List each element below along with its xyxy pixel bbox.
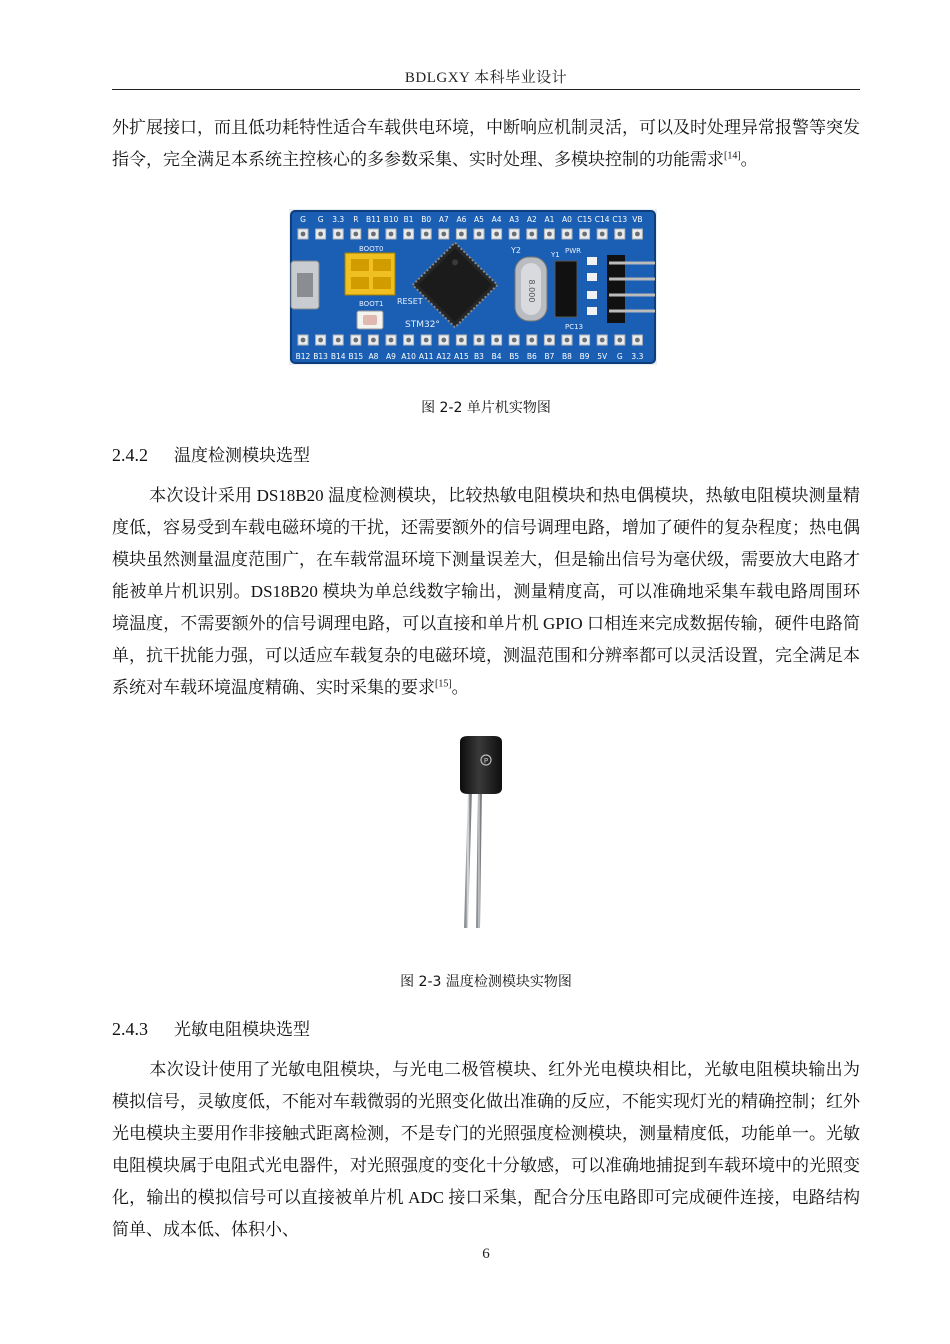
pin-hole-center [389, 338, 394, 343]
crystal-label: 8.000 [527, 279, 536, 303]
pin-label: 3.3 [332, 215, 345, 224]
pin-label: 3.3 [631, 352, 644, 361]
temperature-sensor-photo [452, 734, 508, 932]
pin-hole-center [529, 232, 534, 237]
pin-label: B1 [403, 215, 414, 224]
citation-14: [14] [724, 150, 741, 162]
paragraph-end: 。 [451, 678, 469, 697]
pin-label: R [353, 215, 359, 224]
pin-hole-center [406, 338, 411, 343]
pin-label: C13 [612, 215, 628, 224]
pin-hole-center [512, 232, 517, 237]
sensor-mark: P [483, 757, 489, 765]
pin-label: A3 [509, 215, 520, 224]
pin-label: C15 [577, 215, 592, 224]
citation-15: [15] [435, 678, 452, 690]
pin-hole-center [459, 338, 464, 343]
sensor-body [460, 736, 502, 794]
pin-label: A2 [526, 215, 537, 224]
pin-hole-center [301, 338, 306, 343]
mcu-board-photo [289, 209, 657, 365]
pin-label: G [317, 215, 324, 224]
pin-label: B8 [562, 352, 572, 361]
pin-hole-center [424, 232, 429, 237]
pin-label: B5 [509, 352, 520, 361]
pin-label: A15 [454, 352, 469, 361]
pin-label: G [616, 352, 623, 361]
pin-hole-center [565, 232, 570, 237]
section-title: 光敏电阻模块选型 [174, 1020, 310, 1040]
pin-label: A11 [418, 352, 434, 361]
pin-hole-center [441, 232, 446, 237]
pin-label: B7 [544, 352, 555, 361]
pin-label: B6 [526, 352, 537, 361]
paragraph-text: 本次设计使用了光敏电阻模块，与光电二极管模块、红外光电模块相比，光敏电阻模块输出为模拟信号，灵敏度低，不能对车载微弱的光照变化做出准确的反应，不能实现灯光的精确控制；红外光电模块主要用作非接触式距离检测，不是专门的光照强度检测模块，测量精度低，功能单一。光敏电阻模块属于电阻式光电器件，对光照强度的变化十分敏感，可以准确地捕捉到车载环境中的光照变化，输出的模拟信号可以直接被单片机 ADC 接口采集，配合分压电路即可完成硬件连接，电路结构简单、成本低、体积小、 [112, 1060, 860, 1239]
pin-hole-center [494, 232, 499, 237]
pin-label: A6 [456, 215, 467, 224]
boot0-label: BOOT0 [359, 245, 384, 253]
pin-label: A7 [438, 215, 449, 224]
paragraph-text: 外扩展接口，而且低功耗特性适合车载供电环境，中断响应机制灵活，可以及时处理异常报警等突发指令，完全满足本系统主控核心的多参数采集、实时处理、多模块控制的功能需求 [112, 118, 860, 169]
pin-label: A0 [562, 215, 572, 224]
ds18b20-illustration [452, 734, 508, 932]
pin-hole-center [336, 232, 341, 237]
pc13-label: PC13 [565, 323, 584, 331]
pin-hole-center [371, 232, 376, 237]
paragraph-text: 本次设计采用 DS18B20 温度检测模块，比较热敏电阻模块和热电偶模块，热敏电阻模块测量精度低，容易受到车载电磁环境的干扰，还需要额外的信号调理电路，增加了硬件的复杂程度；热电偶模块虽然测量温度范围广，在车载常温环境下测量误差大，但是输出信号为毫伏级，需要放大电路才能被单片机识别。DS18B20 模块为单总线数字输出，测量精度高，可以准确地采集车载电路周围环境温度，不需要额外的信号调理电路，可以直接和单片机 GPIO 口相连来完成数据传输，硬件电路简单，抗干扰能力强，可以适应车载复杂的电磁环境，测温范围和分辨率都可以灵活设置，完全满足本系统对车载环境温度精确、实时采集的要求 [112, 486, 860, 697]
pin-hole-center [406, 232, 411, 237]
stm32-label: STM32° [405, 320, 440, 330]
section-number: 2.4.3 [112, 1019, 148, 1039]
pin-hole-center [441, 338, 446, 343]
pin-hole-center [635, 232, 640, 237]
pin-label: B15 [348, 352, 364, 361]
pin-hole-center [547, 338, 552, 343]
header-rule [112, 89, 860, 90]
pin-hole-center [336, 338, 341, 343]
pin-label: A1 [544, 215, 555, 224]
section-number: 2.4.2 [112, 445, 148, 465]
pin-label: B11 [366, 215, 381, 224]
reset-label: RESET [397, 297, 423, 306]
section-heading-2-4-2 [112, 441, 310, 466]
pin-hole-center [600, 338, 605, 343]
pin-label: B4 [491, 352, 502, 361]
pin-label: B0 [421, 215, 432, 224]
pin-label: A8 [368, 352, 379, 361]
small-crystal [555, 261, 577, 317]
pin-hole-center [424, 338, 429, 343]
pin-label: B10 [383, 215, 399, 224]
paragraph-mcu-end [112, 112, 860, 176]
pin-hole-center [617, 232, 622, 237]
pin-hole-center [301, 232, 306, 237]
pin-hole-center [600, 232, 605, 237]
pin-label: A4 [491, 215, 502, 224]
pin-hole-center [477, 338, 482, 343]
y1-label: Y1 [551, 251, 560, 259]
pin-label: A9 [386, 352, 396, 361]
section-heading-2-4-3 [112, 1015, 310, 1040]
pin-hole-center [371, 338, 376, 343]
pin-label: A12 [436, 352, 452, 361]
pin-hole-center [477, 232, 482, 237]
running-header: BDLGXY 本科毕业设计 [404, 70, 568, 86]
figure-caption-2-3: 图 2-3 温度检测模块实物图 [400, 974, 572, 990]
pin-label: VB [632, 215, 643, 224]
pin-label: B12 [295, 352, 311, 361]
pin-hole-center [582, 232, 587, 237]
mcu-board-illustration [289, 209, 657, 365]
pin-label: B13 [313, 352, 328, 361]
figure-caption-2-2: 图 2-2 单片机实物图 [421, 400, 551, 416]
paragraph-end: 。 [740, 150, 758, 169]
pin-hole-center [318, 232, 323, 237]
pin-hole-center [353, 338, 358, 343]
pin-hole-center [389, 232, 394, 237]
pin-label: A5 [474, 215, 484, 224]
paragraph-light-sensor [112, 1054, 860, 1246]
pin-hole-center [318, 338, 323, 343]
boot1-label: BOOT1 [359, 300, 384, 308]
section-title: 温度检测模块选型 [174, 446, 310, 466]
pin-hole-center [512, 338, 517, 343]
pin-hole-center [494, 338, 499, 343]
pin-label: A10 [401, 352, 416, 361]
pin-hole-center [635, 338, 640, 343]
pin-label: C14 [594, 215, 610, 224]
pin-label: B9 [579, 352, 590, 361]
pwr-label: PWR [565, 247, 582, 255]
pin-label: 5V [597, 352, 608, 361]
pin-label: B14 [330, 352, 346, 361]
pin-label: G [300, 215, 306, 224]
pin-hole-center [582, 338, 587, 343]
y2-label: Y2 [511, 246, 521, 255]
pin-hole-center [459, 232, 464, 237]
pin-hole-center [529, 338, 534, 343]
pin-hole-center [353, 232, 358, 237]
paragraph-temperature [112, 480, 860, 704]
pin-hole-center [617, 338, 622, 343]
pin-label: B3 [474, 352, 484, 361]
page-number: 6 [482, 1246, 490, 1262]
pin-hole-center [547, 232, 552, 237]
swd-header [607, 255, 625, 323]
pin-hole-center [565, 338, 570, 343]
